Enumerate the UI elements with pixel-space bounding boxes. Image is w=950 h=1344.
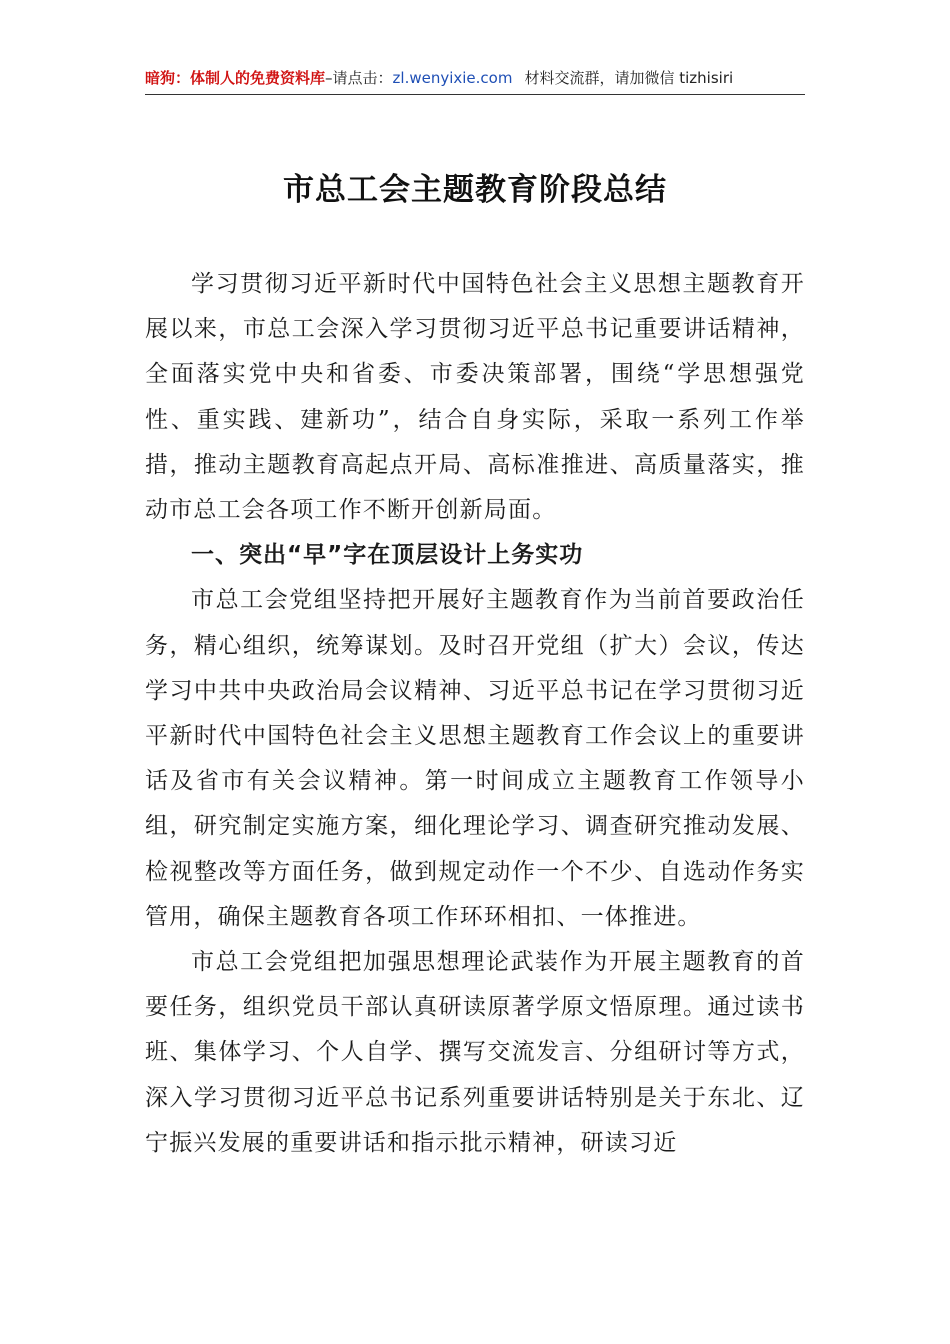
document-body	[145, 262, 805, 1166]
section-heading-1: 一、突出“早”字在顶层设计上务实功	[191, 542, 584, 569]
header-site-name: 暗狗：体制人的免费资料库	[145, 69, 326, 87]
paragraph-section-1: 市总工会党组坚持把开展好主题教育作为当前首要政治任务，精心组织，统筹谋划。及时召开党组（扩大）会议，传达学习中共中央政治局会议精神、习近平总书记在学习贯彻习近平新时代中国特色社会主义思想主题教育工作会议上的重要讲话及省市有关会议精神。第一时间成立主题教育工作领导小组，研究制定实施方案，细化理论学习、调查研究推动发展、检视整改等方面任务，做到规定动作一个不少、自选动作务实管用，确保主题教育各项工作环环相扣、一体推进。	[145, 587, 805, 930]
document-title: 市总工会主题教育阶段总结	[283, 172, 667, 208]
header-wechat-note: 材料交流群，请加微信 tizhisiri	[524, 69, 734, 87]
page-header-banner	[145, 66, 805, 95]
paragraph-intro: 学习贯彻习近平新时代中国特色社会主义思想主题教育开展以来，市总工会深入学习贯彻习近平总书记重要讲话精神，全面落实党中央和省委、市委决策部署，围绕“学思想强党性、重实践、建新功”，结合自身实际，采取一系列工作举措，推动主题教育高起点开局、高标准推进、高质量落实，推动市总工会各项工作不断开创新局面。	[145, 271, 805, 524]
header-link[interactable]: zl.wenyixie.com	[392, 69, 513, 87]
paragraph-section-1-continued: 市总工会党组把加强思想理论武装作为开展主题教育的首要任务，组织党员干部认真研读原著学原文悟原理。通过读书班、集体学习、个人自学、撰写交流发言、分组研讨等方式，深入学习贯彻习近平总书记系列重要讲话特别是关于东北、辽宁振兴发展的重要讲话和指示批示精神，研读习近	[145, 949, 805, 1156]
header-click-prompt: –请点击：	[325, 69, 393, 87]
